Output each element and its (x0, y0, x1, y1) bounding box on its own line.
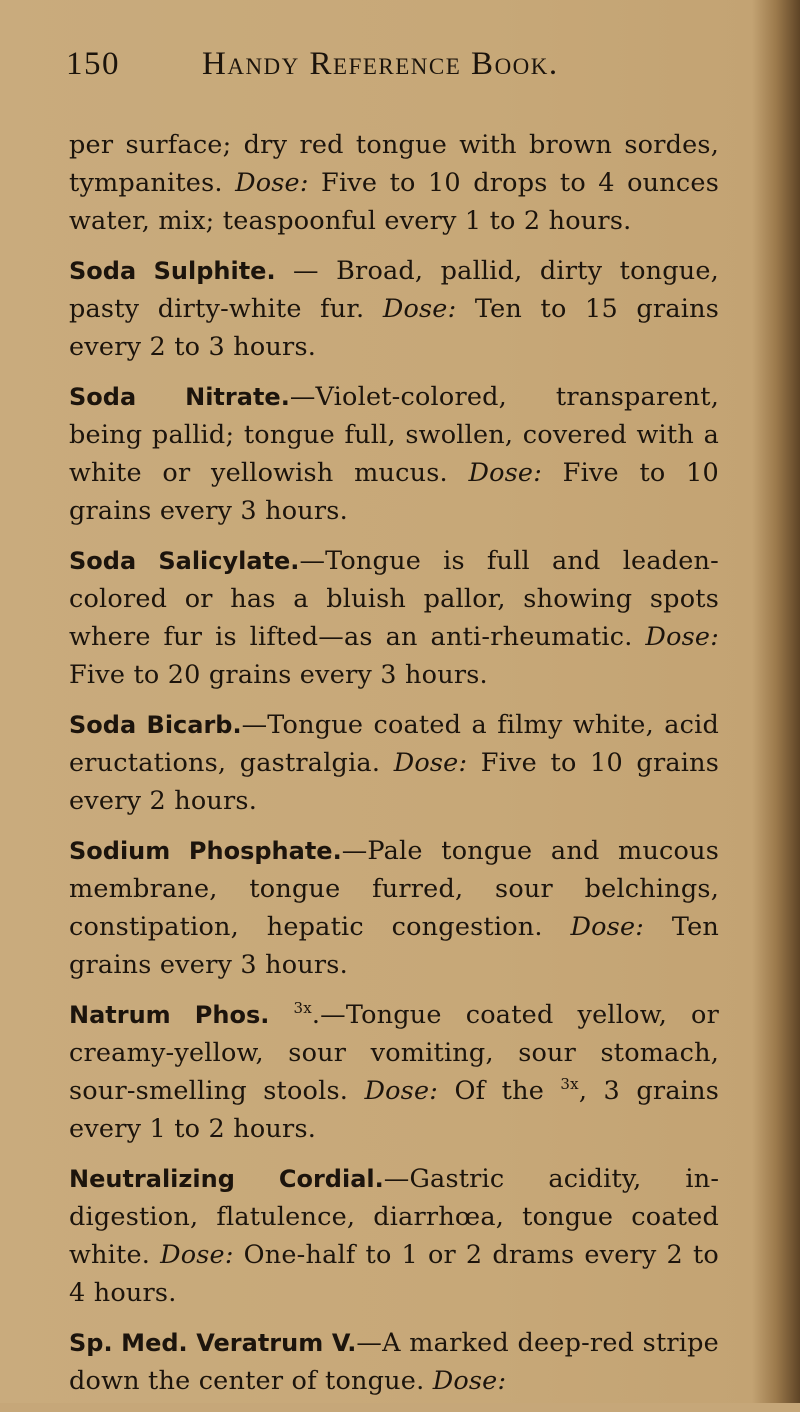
potency-superscript: 3x (560, 1075, 579, 1093)
paragraph-text: —Tongue is full and leaden-colored or has a bluish pallor, showing spots where fur is lifted—as an anti-rheumatic. (69, 546, 719, 652)
paragraph-soda-salicylate (69, 542, 719, 694)
dose-text: One-half to 1 or 2 drams every 2 to 4 hours. (69, 1240, 719, 1308)
paragraph-text: —Tongue coated a filmy white, acid eructations, gastralgia. (69, 710, 719, 778)
dose-label: Dose: (645, 622, 719, 652)
dose-text: , 3 grains every 1 to 2 hours. (69, 1076, 719, 1144)
paragraph-soda-sulphite (69, 252, 719, 366)
paragraph-text: per surface; dry red tongue with brown sordes, tympanites. (69, 130, 719, 198)
paragraph-natrum-phos (69, 996, 719, 1148)
potency-superscript: 3x (293, 999, 312, 1017)
paragraph-soda-nitrate (69, 378, 719, 530)
dose-label: Dose: (235, 168, 309, 198)
body-text (69, 126, 719, 1412)
dose-text: Five to 10 drops to 4 ounces water, mix; teaspoonful every 1 to 2 hours. (69, 168, 719, 236)
dose-text: Ten grains every 3 hours. (69, 912, 719, 980)
paragraph-text: —A marked deep-red stripe down the center of tongue. (69, 1328, 719, 1396)
entry-heading: Sp. Med. Veratrum V. (69, 1329, 357, 1357)
dose-label: Dose: (160, 1240, 234, 1270)
dose-text: Ten to 15 grains every 2 to 3 hours. (69, 294, 719, 362)
entry-heading: Soda Sulphite. (69, 257, 276, 285)
dose-text: Five to 10 grains every 2 hours. (69, 748, 719, 816)
paragraph-text: —Pale tongue and mucous membrane, tongue furred, sour belchings, constipation, hepatic congestion. (69, 836, 720, 942)
entry-heading: Sodium Phosphate. (69, 837, 342, 865)
dose-label: Dose: (432, 1366, 507, 1396)
dose-label: Dose: (382, 294, 457, 324)
entry-heading: Soda Nitrate. (69, 383, 290, 411)
page-number: 150 (66, 46, 120, 82)
entry-heading: Soda Salicylate. (69, 547, 300, 575)
paragraph-text: —Violet-colored, transparent, being pallid; tongue full, swollen, covered with a white or yellowish mucus. (69, 382, 720, 488)
dose-label: Dose: (570, 912, 645, 942)
entry-heading: Soda Bicarb. (69, 711, 242, 739)
dose-text: Five to 20 grains every 3 hours. (69, 660, 488, 690)
paragraph-text: .—Tongue coated yellow, or creamy-yellow, sour vomiting, sour stomach, sour-smelling stools. (69, 1000, 719, 1106)
paragraph-text: —Gastric acidity, indigestion, flatulence, diarrhœa, tongue coated white. (69, 1164, 719, 1270)
dose-text: Of the (438, 1076, 561, 1106)
dose-label: Dose: (364, 1076, 439, 1106)
dose-label: Dose: (468, 458, 543, 488)
paragraph-neutralizing-cordial (69, 1160, 719, 1312)
paragraph-sodium-phosphate (69, 832, 719, 984)
dose-text: Five to 10 grains every 3 hours. (69, 458, 719, 526)
paragraph-text: — Broad, pallid, dirty tongue, pasty dirty-white fur. (69, 256, 719, 324)
running-title: Handy Reference Book. (202, 46, 559, 82)
running-head (66, 46, 706, 86)
paragraph-continued (69, 126, 719, 240)
paragraph-veratrum (69, 1324, 719, 1400)
entry-heading: Natrum Phos. (69, 1001, 294, 1029)
dose-label: Dose: (393, 748, 468, 778)
paragraph-soda-bicarb (69, 706, 719, 820)
entry-heading: Neutralizing Cordial. (69, 1165, 384, 1193)
